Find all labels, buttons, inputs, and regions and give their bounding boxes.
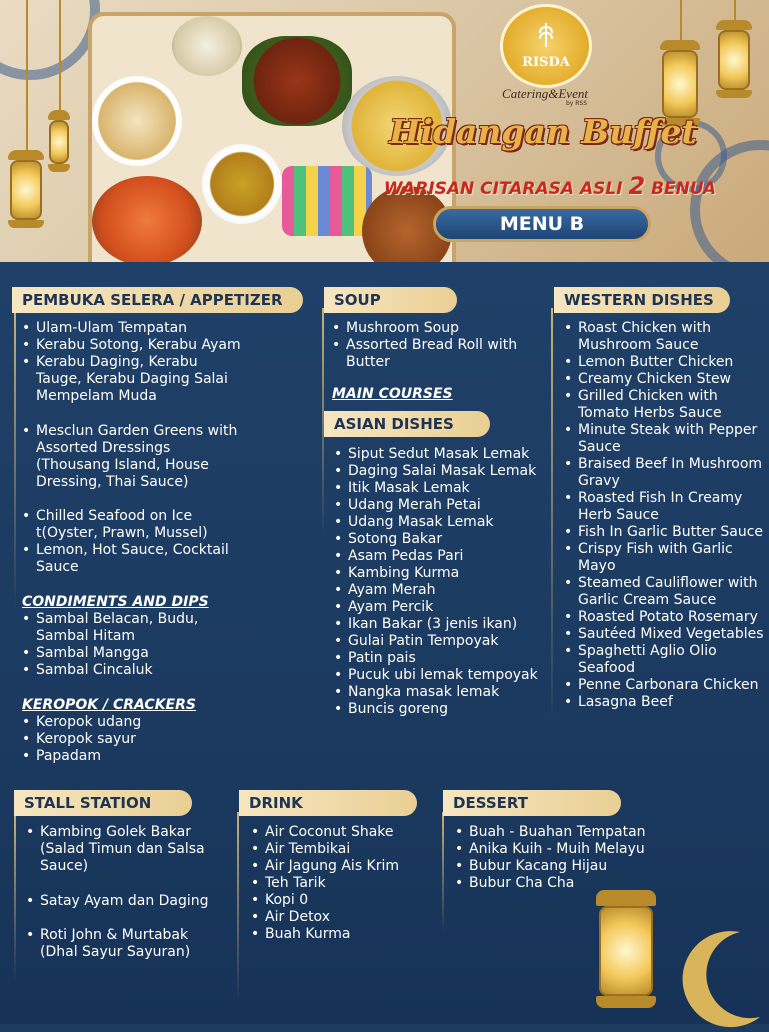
list-item: • Daging Salai Masak Lemak xyxy=(334,463,549,480)
appetizer-list xyxy=(22,423,247,491)
list-item: • Sambal Cincaluk xyxy=(22,662,252,679)
condiments-heading: CONDIMENTS AND DIPS xyxy=(22,594,209,610)
list-item: • Roasted Fish In Creamy Herb Sauce xyxy=(564,490,764,524)
list-item: • Assorted Bread Roll with Butter xyxy=(332,337,542,371)
list-item: • Udang Masak Lemak xyxy=(334,514,549,531)
list-item: • Pucuk ubi lemak tempoyak xyxy=(334,667,549,684)
list-item: • Steamed Cauliflower with Garlic Cream Sauce xyxy=(564,575,764,609)
list-item: • Grilled Chicken with Tomato Herbs Sauce xyxy=(564,388,764,422)
list-item: • Itik Masak Lemak xyxy=(334,480,549,497)
asian-list xyxy=(334,446,549,718)
list-item: • Ayam Merah xyxy=(334,582,549,599)
list-item: • Air Detox xyxy=(251,909,431,926)
list-item: • Bubur Kacang Hijau xyxy=(455,858,655,875)
western-list xyxy=(564,320,764,711)
list-item: • Sambal Mangga xyxy=(22,645,252,662)
ornament-pattern xyxy=(0,0,100,80)
subtitle-number: 2 xyxy=(628,172,646,200)
list-item: • Roast Chicken with Mushroom Sauce xyxy=(564,320,764,354)
list-item: • Asam Pedas Pari xyxy=(334,548,549,565)
list-item: • Sotong Bakar xyxy=(334,531,549,548)
list-item: • Mesclun Garden Greens with Assorted Dressings (Thousang Island, House Dressing, Thai Sauce) xyxy=(22,423,247,491)
page-subtitle xyxy=(350,172,750,200)
list-item: • Buah - Buahan Tempatan xyxy=(455,824,655,841)
list-item: • Gulai Patin Tempoyak xyxy=(334,633,549,650)
food-dish xyxy=(92,76,182,166)
brand-name: Catering&Event xyxy=(502,86,588,101)
list-item: • Chilled Seafood on Ice t(Oyster, Prawn, Mussel) xyxy=(22,508,242,542)
column-divider xyxy=(14,812,16,982)
list-item: • Braised Beef In Mushroom Gravy xyxy=(564,456,764,490)
list-item: • Lemon Butter Chicken xyxy=(564,354,764,371)
keropok-list xyxy=(22,714,242,765)
list-item: • Roti John & Murtabak (Dhal Sayur Sayuran) xyxy=(26,927,226,961)
lantern-icon xyxy=(8,150,44,228)
list-item: • Creamy Chicken Stew xyxy=(564,371,764,388)
list-item: • Ulam-Ulam Tempatan xyxy=(22,320,242,337)
list-item: • Ayam Percik xyxy=(334,599,549,616)
list-item: • Buncis goreng xyxy=(334,701,549,718)
subtitle-suffix: BENUA xyxy=(651,179,717,199)
list-item: • Sambal Belacan, Budu, Sambal Hitam xyxy=(22,611,252,645)
menu-label: MENU B xyxy=(433,206,651,242)
dessert-list xyxy=(455,824,655,892)
column-divider xyxy=(237,812,239,1002)
list-item: • Kambing Kurma xyxy=(334,565,549,582)
lantern-icon xyxy=(48,110,70,172)
soup-list xyxy=(332,320,542,371)
list-item: • Lasagna Beef xyxy=(564,694,764,711)
appetizer-list xyxy=(22,320,242,405)
condiments-list xyxy=(22,611,252,679)
list-item: • Bubur Cha Cha xyxy=(455,875,655,892)
stall-list xyxy=(26,927,226,961)
list-item: • Kerabu Sotong, Kerabu Ayam xyxy=(22,337,242,354)
keropok-heading: KEROPOK / CRACKERS xyxy=(22,697,196,713)
list-item: • Roasted Potato Rosemary xyxy=(564,609,764,626)
stall-list xyxy=(26,824,226,875)
food-dish xyxy=(242,36,352,126)
list-item: • Buah Kurma xyxy=(251,926,431,943)
column-divider xyxy=(551,308,553,728)
list-item: • Air Jagung Ais Krim xyxy=(251,858,431,875)
stall-list xyxy=(26,893,226,910)
list-item: • Mushroom Soup xyxy=(332,320,542,337)
page-title: Hidangan Buffet xyxy=(389,112,697,151)
list-item: • Patin pais xyxy=(334,650,549,667)
asian-heading: ASIAN DISHES xyxy=(324,411,490,437)
soup-heading: SOUP xyxy=(324,287,457,313)
header-banner xyxy=(0,0,769,262)
list-item: • Lemon, Hot Sauce, Cocktail Sauce xyxy=(22,542,242,576)
risda-logo xyxy=(500,4,592,88)
drink-list xyxy=(251,824,431,943)
western-heading: WESTERN DISHES xyxy=(554,287,730,313)
subtitle-prefix: WARISAN CITARASA ASLI xyxy=(383,179,623,199)
list-item: • Minute Steak with Pepper Sauce xyxy=(564,422,764,456)
main-courses-heading: MAIN COURSES xyxy=(332,386,453,402)
column-divider xyxy=(442,812,444,932)
logo-text: RISDA xyxy=(522,55,570,70)
list-item: • Satay Ayam dan Daging xyxy=(26,893,226,910)
lantern-icon xyxy=(716,20,752,98)
list-item: • Teh Tarik xyxy=(251,875,431,892)
list-item: • Ikan Bakar (3 jenis ikan) xyxy=(334,616,549,633)
crescent-moon-icon xyxy=(660,922,769,1032)
list-item: • Air Tembikai xyxy=(251,841,431,858)
list-item: • Sautéed Mixed Vegetables xyxy=(564,626,764,643)
appetizer-list xyxy=(22,508,242,576)
lantern-icon xyxy=(596,890,656,1008)
list-item: • Kerabu Daging, Kerabu Tauge, Kerabu Daging Salai Mempelam Muda xyxy=(22,354,242,405)
food-dish xyxy=(202,144,282,224)
food-dish xyxy=(172,16,242,76)
list-item: • Penne Carbonara Chicken xyxy=(564,677,764,694)
list-item: • Kambing Golek Bakar (Salad Timun dan Salsa Sauce) xyxy=(26,824,226,875)
column-divider xyxy=(14,308,16,608)
list-item: • Keropok udang xyxy=(22,714,242,731)
dessert-heading: DESSERT xyxy=(443,790,621,816)
drink-heading: DRINK xyxy=(239,790,417,816)
list-item: • Spaghetti Aglio Olio Seafood xyxy=(564,643,764,677)
list-item: • Kopi 0 xyxy=(251,892,431,909)
food-dish xyxy=(92,176,202,262)
brand-sub: by RSS xyxy=(566,100,588,107)
list-item: • Siput Sedut Masak Lemak xyxy=(334,446,549,463)
list-item: • Keropok sayur xyxy=(22,731,242,748)
list-item: • Nangka masak lemak xyxy=(334,684,549,701)
list-item: • Air Coconut Shake xyxy=(251,824,431,841)
list-item: • Udang Merah Petai xyxy=(334,497,549,514)
list-item: • Papadam xyxy=(22,748,242,765)
list-item: • Anika Kuih - Muih Melayu xyxy=(455,841,655,858)
list-item: • Fish In Garlic Butter Sauce xyxy=(564,524,764,541)
list-item: • Crispy Fish with Garlic Mayo xyxy=(564,541,764,575)
appetizer-heading: PEMBUKA SELERA / APPETIZER xyxy=(12,287,303,313)
stall-heading: STALL STATION xyxy=(14,790,192,816)
wheat-icon xyxy=(532,21,560,49)
